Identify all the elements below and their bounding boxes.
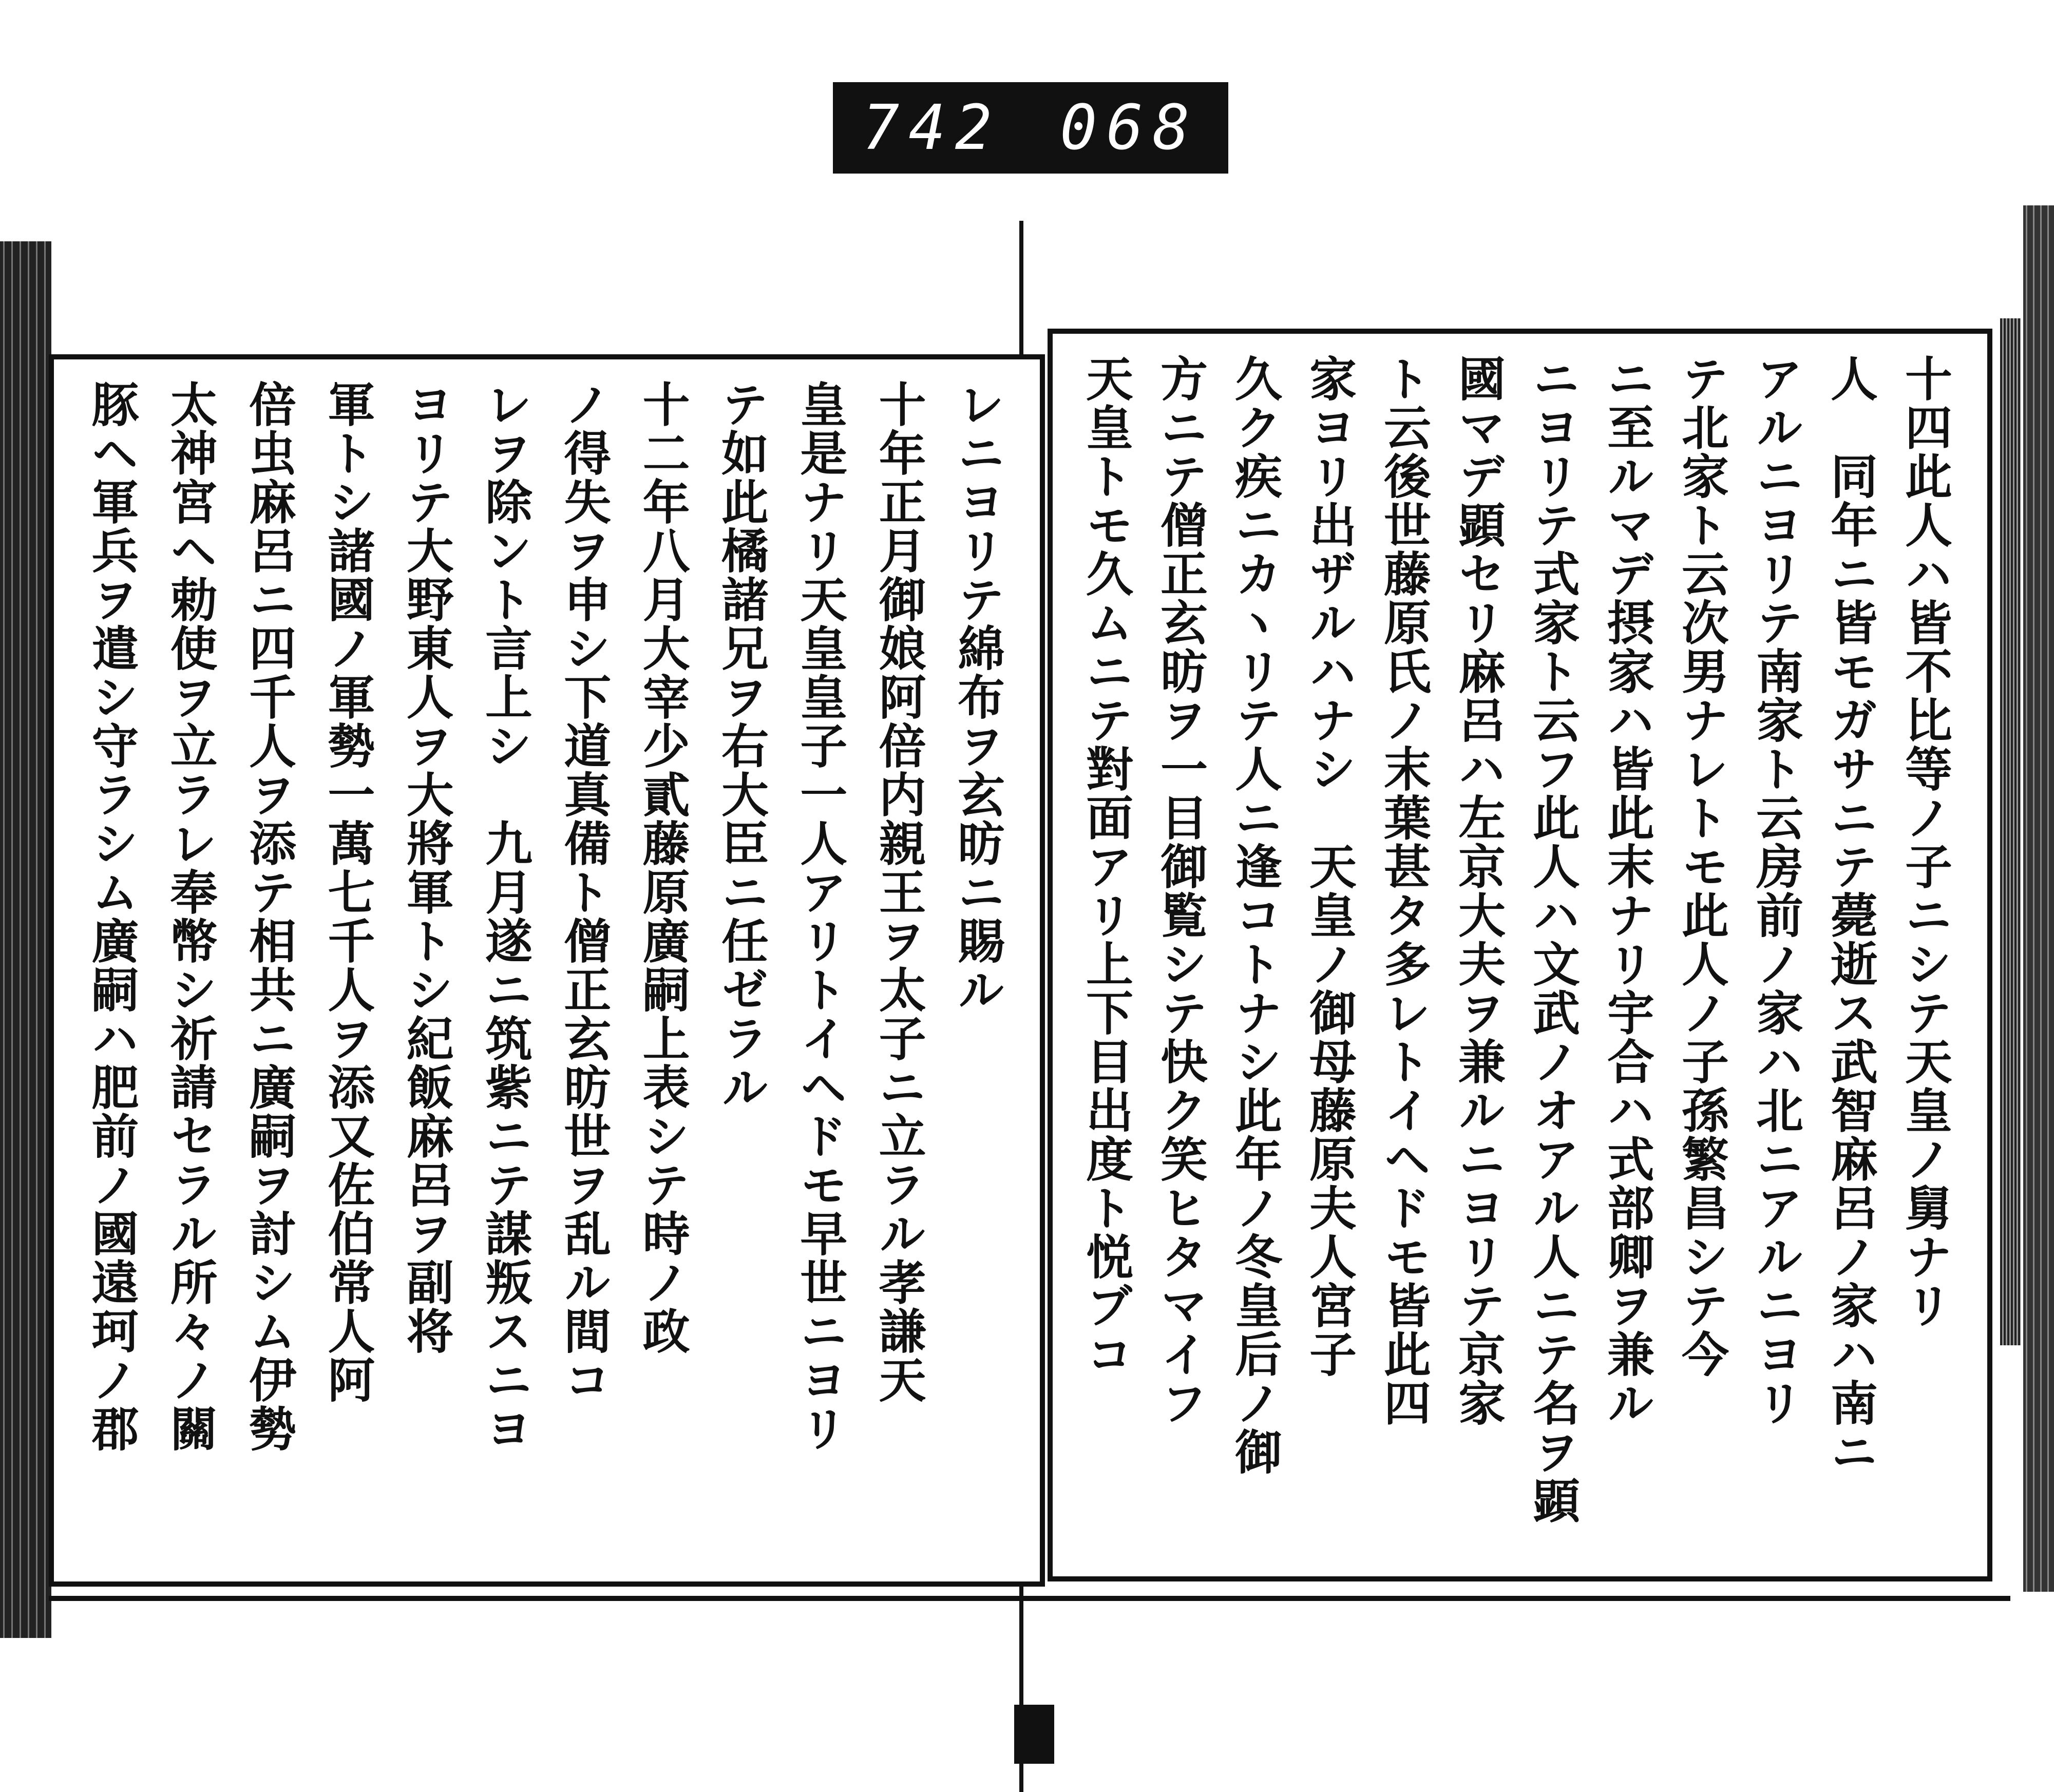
right-page-edge-shadow xyxy=(2000,318,2021,1345)
text-column: 國マデ顕セリ麻呂ハ左京大夫ヲ兼ルニヨリテ京家 xyxy=(1451,354,1506,1427)
spine-weight xyxy=(1014,1705,1054,1764)
text-column: テ如此橘諸兄ヲ右大臣ニ任ゼラル xyxy=(713,380,769,1112)
left-book-edge xyxy=(0,241,51,1638)
page-bottom-border xyxy=(49,1596,2010,1601)
left-page-text xyxy=(74,380,1019,1561)
text-column: ト云後世藤原氏ノ末葉甚タ多レトイヘドモ皆此四 xyxy=(1376,354,1432,1427)
text-column: ノ得失ヲ申シ下道真備ト僧正玄昉世ヲ乱ル間コ xyxy=(556,380,612,1404)
text-column: 軍トシ諸國ノ軍勢一萬七千人ヲ添又佐伯常人阿 xyxy=(320,380,376,1404)
text-column: 豚ヘ軍兵ヲ遣シ守ラシム廣嗣ハ肥前ノ國遠珂ノ郡 xyxy=(84,380,140,1453)
text-column: 天皇トモ久ムニテ對面アリ上下目出度ト悦ブコ xyxy=(1078,354,1134,1379)
text-column: ニヨリテ式家ト云フ此人ハ文武ノオアル人ニテ名ヲ顕 xyxy=(1525,354,1581,1525)
text-column: 人 同年ニ皆モガサニテ薨逝ス武智麻呂ノ家ハ南ニ xyxy=(1823,354,1878,1476)
right-page-text xyxy=(1073,354,1967,1556)
frame-number-right: 068 xyxy=(1060,92,1199,164)
text-column: 方ニテ僧正玄昉ヲ一目御覧シテ快ク笑ヒタマイフ xyxy=(1153,354,1208,1427)
text-column: 十年正月御娘阿倍内親王ヲ太子ニ立ラル孝謙天 xyxy=(871,380,927,1404)
right-page xyxy=(1048,329,1992,1581)
text-column: テ北家ト云次男ナレトモ此人ノ子孫繁昌シテ今 xyxy=(1674,354,1729,1379)
text-column: 家ヨリ出ザルハナシ 天皇ノ御母藤原夫人宮子 xyxy=(1302,354,1357,1379)
text-column: 太神宮ヘ勅使ヲ立ラレ奉幣シ祈請セラル所々ノ關 xyxy=(162,380,218,1453)
text-column: 倍虫麻呂ニ四千人ヲ添テ相共ニ廣嗣ヲ討シム伊勢 xyxy=(241,380,297,1453)
text-column: 久ク疾ニカヽリテ人ニ逢コトナシ此年ノ冬皇后ノ御 xyxy=(1227,354,1283,1476)
text-column: ヨリテ大野東人ヲ大將軍トシ紀飯麻呂ヲ副将 xyxy=(398,380,454,1356)
frame-number-left: 742 xyxy=(862,92,1001,164)
left-page xyxy=(49,354,1045,1587)
text-column: 十二年八月大宰少貳藤原廣嗣上表シテ時ノ政 xyxy=(635,380,691,1356)
text-column: 十四此人ハ皆不比等ノ子ニシテ天皇ノ舅ナリ xyxy=(1897,354,1953,1330)
text-column: レヲ除ント言上シ 九月遂ニ筑紫ニテ謀叛スニヨ xyxy=(477,380,533,1453)
text-column: アルニヨリテ南家ト云房前ノ家ハ北ニアルニヨリ xyxy=(1748,354,1804,1427)
text-column: 皇是ナリ天皇皇子一人アリトイヘドモ早世ニヨリ xyxy=(792,380,848,1453)
text-column: レニヨリテ綿布ヲ玄昉ニ賜ル xyxy=(949,380,1005,1014)
text-column: ニ至ルマデ摂家ハ皆此末ナリ宇合ハ式部卿ヲ兼ル xyxy=(1600,354,1655,1427)
right-book-edge xyxy=(2023,205,2054,1592)
frame-number-label xyxy=(833,82,1228,174)
